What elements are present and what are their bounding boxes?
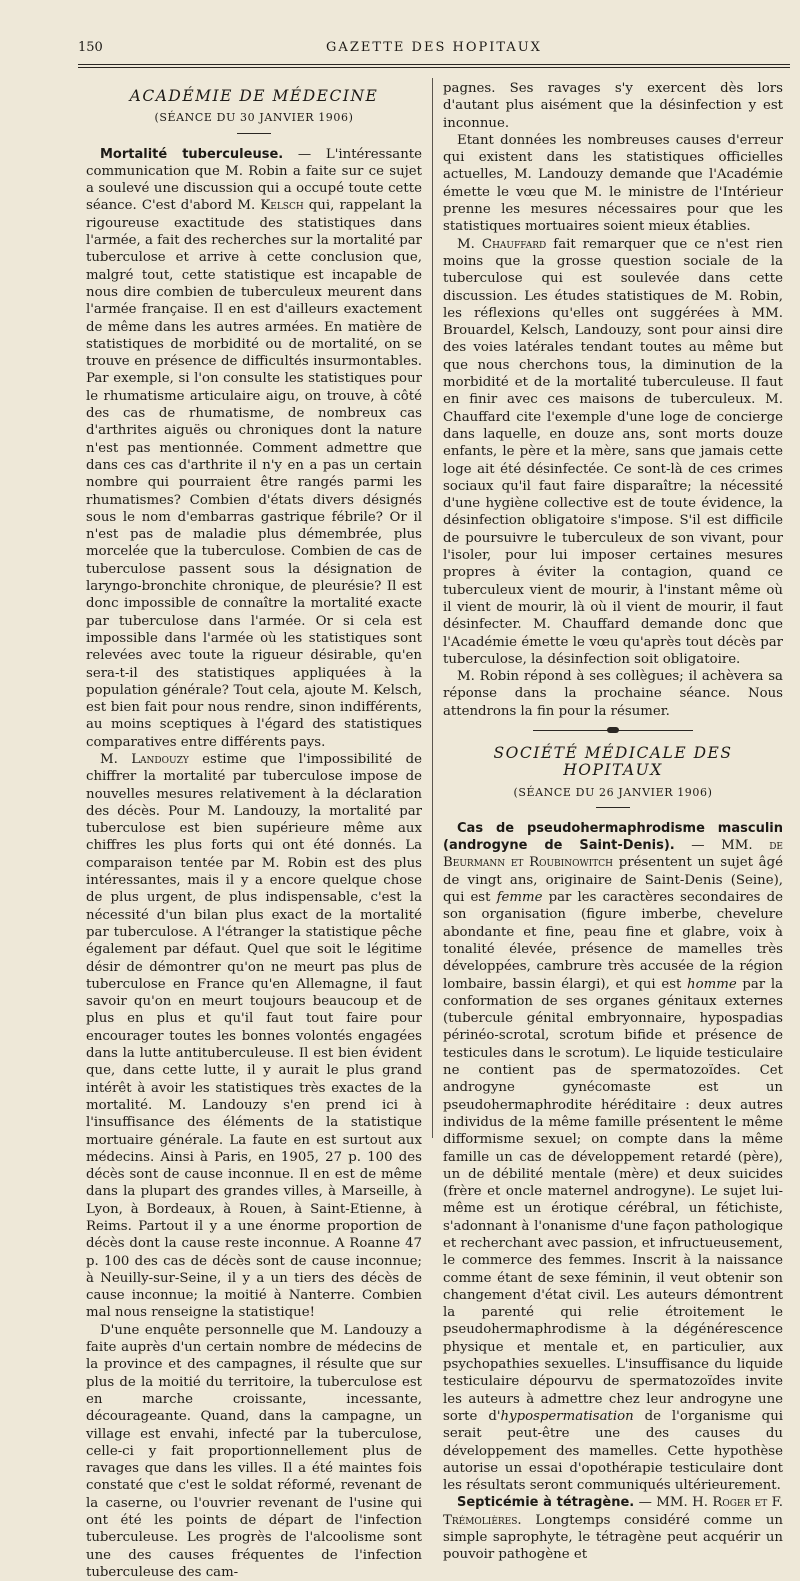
section-title-academie: ACADÉMIE DE MÉDECINE	[129, 87, 379, 105]
column-separator	[432, 78, 433, 1138]
section-session-date: (SÉANCE DU 26 JANVIER 1906)	[513, 785, 713, 799]
running-title: GAZETTE DES HOPITAUX	[326, 40, 542, 55]
right-column	[443, 80, 783, 1564]
article-paragraph: Etant données les nombreuses causes d'erreur qui existent dans les statistiques officielles actuelles, M. Landouzy demande que l'Académie émette le vœu que M. le ministre de l'Intérieur prenne les mesures nécessaires pour que les statistiques mortuaires soient mieux établies.	[443, 132, 783, 235]
left-column	[86, 80, 422, 1581]
header-rule-top	[78, 64, 790, 65]
section-short-rule	[237, 133, 271, 134]
section-session-date: (SÉANCE DU 30 JANVIER 1906)	[154, 111, 354, 125]
section-short-rule	[596, 807, 630, 808]
article-paragraph: M. Robin répond à ses collègues; il achèvera sa réponse dans la prochaine séance. Nous attendrons la fin pour la résumer.	[443, 669, 783, 719]
article-paragraph: Septicémie à tétragène. — MM. H. Roger et F. Trémolières. Longtemps considéré comme un simple saprophyte, le tétragène peut acquérir un pouvoir pathogène et	[443, 1495, 783, 1563]
person-name: Landouzy	[131, 751, 189, 767]
article-paragraph: M. Landouzy estime que l'impossibilité de chiffrer la mortalité par tuberculose impose de nouvelles mesures relativement à la déclaration des décès. Pour M. Landouzy, la mortalité par tuberculose est bien supérieure même aux chiffres les plus forts qui ont été donnés. La comparaison tentée par M. Robin est des plus intéressantes, mais il y a encore quelque chose de plus urgent, de plus indispensable, c'est la nécessité d'un bilan plus exact de la mortalité par tuberculose. A l'étranger la statistique pêche également par défaut. Quel que soit le légitime désir de démontrer qu'on ne meurt pas plus de tuberculose en France qu'en Allemagne, il faut savoir qu'on en meurt toujours beaucoup et de plus en plus et qu'il faut tout faire pour encourager toutes les bonnes volontés engagées dans la lutte antituberculeuse. Il est bien évident que, dans cette lutte, il y aurait le plus grand intérêt à avoir les statistiques très exactes de la mortalité. M. Landouzy s'en prend ici à l'insuffisance des éléments de la statistique mortuaire générale. La faute en est surtout aux médecins. Ainsi à Paris, en 1905, 27 p. 100 des décès sont de cause inconnue. Il en est de même dans la plupart des grandes villes, à Marseille, à Lyon, à Bordeaux, à Rouen, à Saint-Etienne, à Reims. Partout il y a une énorme proportion de décès dont la cause reste inconnue. A Roanne 47 p. 100 des cas de décès sont de cause inconnue; à Neuilly-sur-Seine, il y a un tiers des décès de cause inconnue; la moitié à Nanterre. Combien mal nous renseigne la statistique!	[86, 751, 422, 1321]
section-title-societe: SOCIÉTÉ MÉDICALE DES HOPITAUX	[493, 743, 733, 780]
header-rule-bottom	[78, 67, 790, 68]
article-title: Cas de pseudohermaphrodisme masculin (androgyne de Saint-Denis).	[443, 820, 783, 854]
separator-ornament	[607, 727, 619, 733]
article-paragraph: Cas de pseudohermaphrodisme masculin (androgyne de Saint-Denis). — MM. de Beurmann et Roubinowitch présentent un sujet âgé de vingt ans, originaire de Saint-Denis (Seine), qui est femme par les caractères secondaires de son organisation (figure imberbe, chevelure abondante et fine, peau fine et glabre, voix à tonalité élevée, présence de mamelles très développées, cambrure très accusée de la région lombaire, bassin élargi), et qui est homme par la conformation de ses organes génitaux externes (tubercule génital embryonnaire, hypospadias périnéo-scrotal, scrotum bifide et présence de testicules dans le scrotum). Le liquide testiculaire ne contient pas de spermatozoïdes. Cet androgyne gynécomaste est un pseudohermaphrodite héréditaire : deux autres individus de la même famille présentent le même difformisme sexuel; on compte dans la même famille un cas de développement retardé (père), un de débilité mentale (mère) et deux suicides (frère et oncle maternel androgyne). Le sujet lui-même est un érotique cérébral, un fétichiste, s'adonnant à l'onanisme d'une façon pathologique et recherchant avec passion, et infructueusement, le commerce des femmes. Inscrit à la naissance comme étant de sexe féminin, il veut obtenir son changement d'état civil. Les auteurs démontrent la parenté qui relie étroitement le pseudohermaphrodisme à la dégénérescence physique et mentale et, en particulier, aux psychopathies sexuelles. L'insuffisance du liquide testiculaire dépourvu de spermatozoïdes invite les auteurs à admettre chez leur androgyne une sorte d'hypospermatisation de l'organisme qui serait peut-être une des causes du développement des mamelles. Cette hypothèse autorise un essai d'opothérapie testiculaire dont les résultats seront communiqués ultérieurement.	[443, 820, 784, 1494]
article-paragraph: M. Chauffard fait remarquer que ce n'est rien moins que la grosse question sociale de la tuberculose qui est soulevée dans cette discussion. Les études statistiques de M. Robin, les réflexions qu'elles ont suggérées à MM. Brouardel, Kelsch, Landouzy, sont pour ainsi dire des voies latérales tendant toutes au même but que nous cherchons tous, la diminution de la morbidité et de la mortalité tuberculeuse. Il faut en finir avec ces maisons de tuberculeux. M. Chauffard cite l'exemple d'une loge de concierge dans laquelle, en douze ans, sont morts douze enfants, le père et la mère, sans que jamais cette loge ait été désinfectée. Ce sont-là de ces crimes sociaux qu'il faut faire disparaître; la nécessité d'une hygiène collective est de toute évidence, la désinfection obligatoire s'impose. S'il est difficile de poursuivre le tuberculeux de son vivant, pour l'isoler, pour lui imposer certaines mesures propres à éviter la contagion, quand ce tuberculeux vient de mourir, à l'instant même où il vient de mourir, là où il vient de mourir, il faut désinfecter. M. Chauffard demande donc que l'Académie émette le vœu qu'après tout décès par tuberculose, la désinfection soit obligatoire.	[443, 236, 783, 667]
article-paragraph: D'une enquête personnelle que M. Landouzy a faite auprès d'un certain nombre de médecins de la province et des campagnes, il résulte que sur plus de la moitié du territoire, la tuberculose est en marche croissante, incessante, décourageante. Quand, dans la campagne, un village est envahi, infecté par la tuberculose, celle-ci y fait proportionnellement plus de ravages que dans les villes. Il a été maintes fois constaté que c'est le soldat réformé, revenant de la caserne, ou l'ouvrier revenant de l'usine qui ont été les points de départ de l'infection tuberculeuse. Les progrès de l'alcoolisme sont une des causes fréquentes de l'infection tuberculeuse des cam-	[86, 1322, 422, 1580]
article-paragraph: pagnes. Ses ravages s'y exercent dès lors d'autant plus aisément que la désinfection y est inconnue.	[443, 81, 783, 131]
article-title: Mortalité tuberculeuse.	[100, 146, 284, 162]
page-number: 150	[78, 40, 103, 55]
person-name: Roger et F. Trémolières.	[443, 1495, 783, 1528]
section-separator	[533, 730, 693, 731]
page-header	[78, 40, 790, 60]
article-title: Septicémie à tétragène.	[457, 1495, 635, 1511]
person-name: Kelsch	[260, 198, 304, 214]
person-name: Chauffard	[481, 236, 547, 252]
article-paragraph: Mortalité tuberculeuse. — L'intéressante communication que M. Robin a faite sur ce sujet a soulevé une discussion qui a occupé toute cette séance. C'est d'abord M. Kelsch qui, rappelant la rigoureuse exactitude des statistiques dans l'armée, a fait des recherches sur la mortalité par tuberculose et arrive à cette conclusion que, malgré tout, cette statistique est incapable de nous dire combien de tuberculeux meurent dans l'armée française. Il en est d'ailleurs exactement de même dans les autres armées. En matière de statistiques de morbidité ou de mortalité, on se trouve en présence de difficultés insurmontables. Par exemple, si l'on consulte les statistiques pour le rhumatisme articulaire aigu, on trouve, à côté des cas de rhumatisme, de nombreux cas d'arthrites aiguës ou chroniques dont la nature n'est pas mentionnée. Comment admettre que dans ces cas d'arthrite il n'y en a pas un certain nombre qui pourraient être rangés parmi les rhumatismes? Combien d'états divers désignés sous le nom d'embarras gastrique fébrile? Or il n'est pas de maladie plus démembrée, plus morcelée que la tuberculose. Combien de cas de tuberculose passent sous la désignation de laryngo-bronchite chronique, de pleurésie? Il est donc impossible de connaître la mortalité exacte par tuberculose dans l'armée. Or si cela est impossible dans l'armée où les statistiques sont relevées avec toute la rigueur désirable, qu'en sera-t-il des statistiques appliquées à la population générale? Tout cela, ajoute M. Kelsch, est bien fait pour nous rendre, sinon indifférents, au moins sceptiques à l'égard des statistiques comparatives entre différents pays.	[86, 146, 422, 750]
person-name: de Beurmann et Roubinowitch	[443, 838, 783, 871]
